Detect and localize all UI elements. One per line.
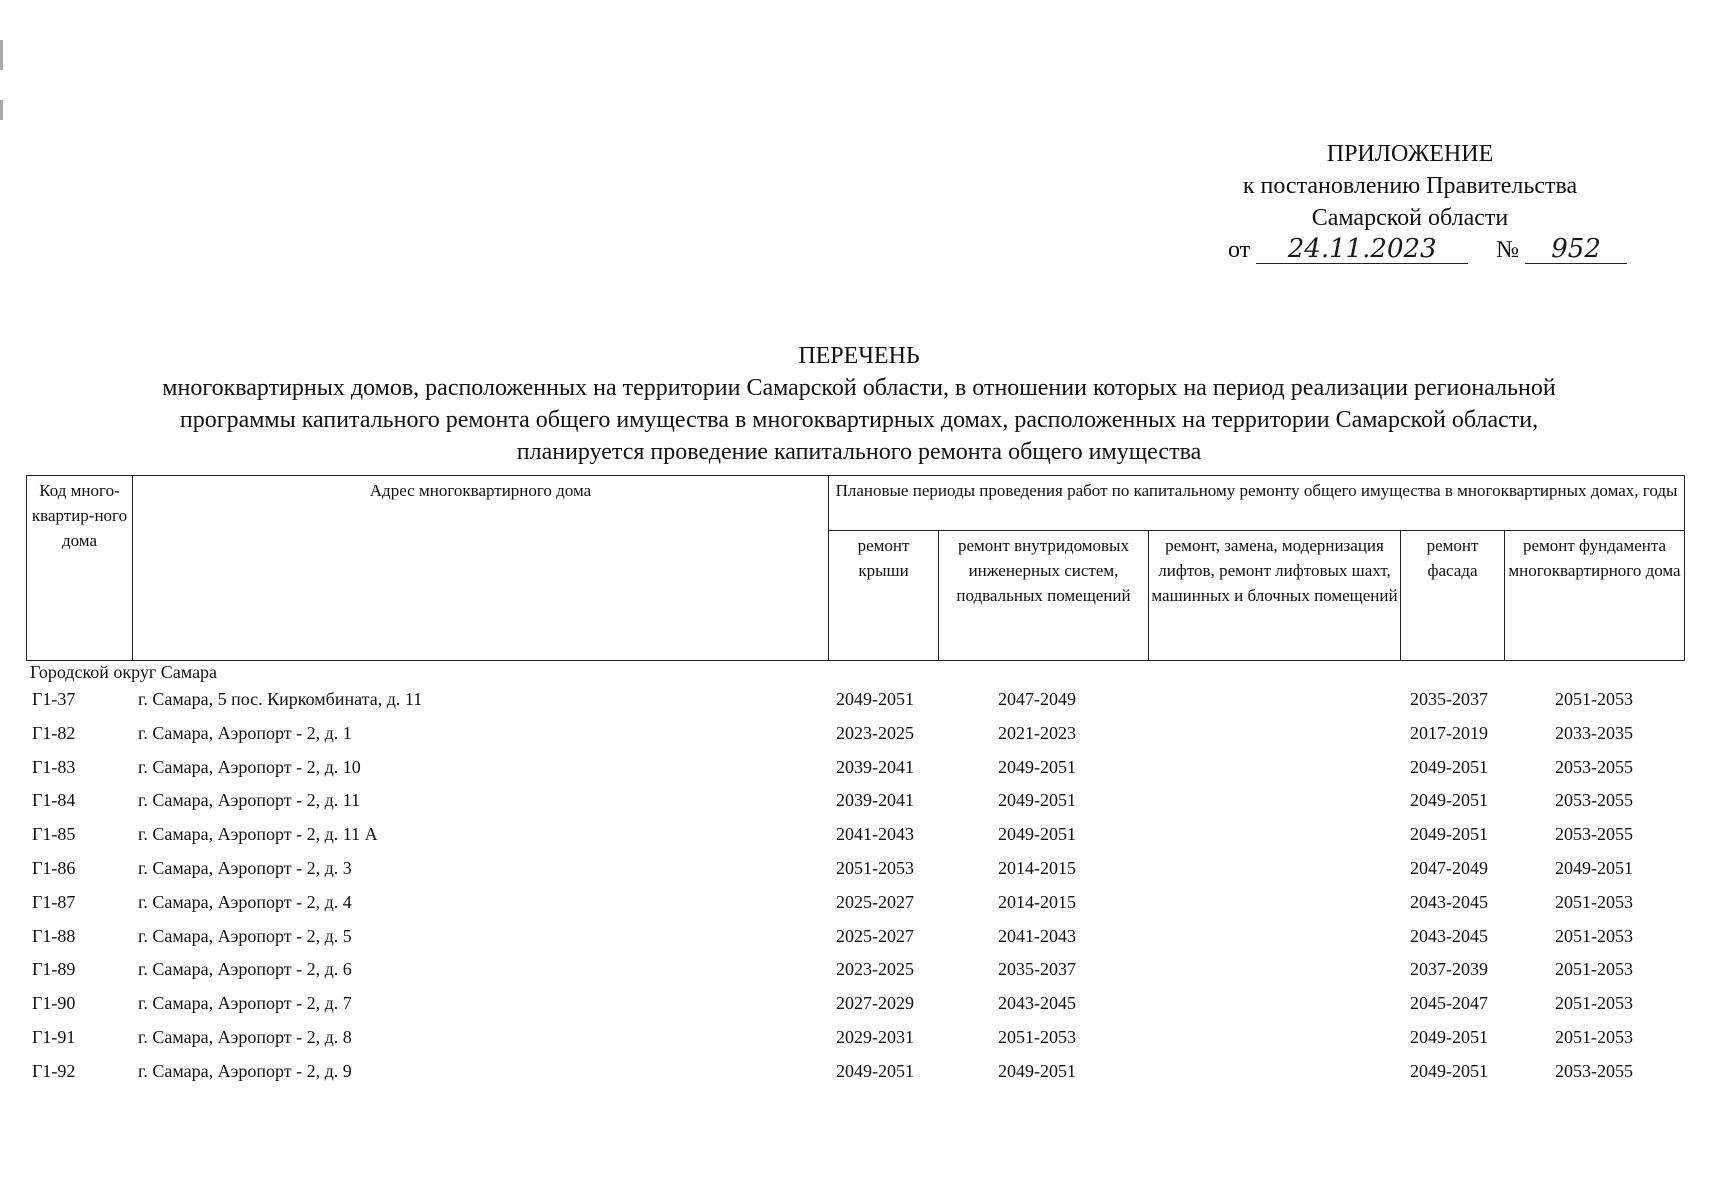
row-engineering: 2014-2015 <box>998 858 1076 878</box>
row-facade: 2035-2037 <box>1410 689 1488 709</box>
table-row <box>26 752 1690 782</box>
row-address: г. Самара, Аэропорт - 2, д. 11 А <box>138 824 378 845</box>
header-periods: Плановые периоды проведения работ по капитальному ремонту общего имущества в многоквартирных домах, годы <box>829 476 1685 531</box>
row-code: Г1-82 <box>32 722 76 743</box>
subtitle-line: многоквартирных домов, расположенных на территории Самарской области, в отношении которых на период реализации региональной <box>162 375 1556 401</box>
row-address: г. Самара, Аэропорт - 2, д. 11 <box>138 790 361 811</box>
row-foundation: 2033-2035 <box>1555 722 1633 743</box>
row-facade: 2045-2047 <box>1410 993 1488 1014</box>
table-row <box>26 954 1690 984</box>
row-foundation: 2053-2055 <box>1555 824 1633 845</box>
row-roof: 2039-2041 <box>836 756 914 777</box>
table-row <box>26 785 1690 815</box>
approval-date-number <box>1228 234 1600 266</box>
row-address: г. Самара, Аэропорт - 2, д. 8 <box>138 1027 352 1047</box>
row-roof: 2023-2025 <box>836 959 914 980</box>
row-code: Г1-89 <box>32 959 76 980</box>
row-foundation: 2049-2051 <box>1555 858 1633 878</box>
row-facade: 2017-2019 <box>1410 722 1488 743</box>
row-foundation: 2051-2053 <box>1555 925 1633 946</box>
row-engineering: 2047-2049 <box>998 689 1076 709</box>
row-roof: 2025-2027 <box>836 925 914 946</box>
row-code: Г1-83 <box>32 756 76 777</box>
table-header <box>26 475 1685 661</box>
table-row <box>26 684 1690 714</box>
row-address: г. Самара, Аэропорт - 2, д. 10 <box>138 756 361 777</box>
row-roof: 2049-2051 <box>836 689 914 709</box>
header-address: Адрес многоквартирного дома <box>133 476 829 661</box>
row-facade: 2043-2045 <box>1410 925 1488 946</box>
row-engineering: 2021-2023 <box>998 722 1076 743</box>
row-foundation: 2051-2053 <box>1555 993 1633 1014</box>
row-address: г. Самара, Аэропорт - 2, д. 6 <box>138 959 352 980</box>
row-roof: 2039-2041 <box>836 790 914 811</box>
approval-number: 952 <box>1525 235 1627 264</box>
row-roof: 2029-2031 <box>836 1027 914 1047</box>
row-address: г. Самара, Аэропорт - 2, д. 3 <box>138 858 352 878</box>
group-label: Городской округ Самара <box>30 662 218 682</box>
row-roof: 2049-2051 <box>836 1060 914 1081</box>
row-engineering: 2041-2043 <box>998 925 1076 946</box>
row-facade: 2047-2049 <box>1410 858 1488 878</box>
header-lifts: ремонт, замена, модернизация лифтов, ремонт лифтовых шахт, машинных и блочных помещений <box>1149 531 1401 661</box>
row-code: Г1-92 <box>32 1060 76 1081</box>
row-code: Г1-37 <box>32 689 76 709</box>
subtitle-line: программы капитального ремонта общего имущества в многоквартирных домах, расположенных на территории Самарской области, <box>179 407 1539 433</box>
scan-margin-mark <box>0 100 3 120</box>
header-roof: ремонт крыши <box>829 531 939 661</box>
row-engineering: 2035-2037 <box>998 959 1076 980</box>
table-row <box>26 1056 1690 1086</box>
row-engineering: 2051-2053 <box>998 1027 1076 1047</box>
row-engineering: 2049-2051 <box>998 1060 1076 1081</box>
row-roof: 2027-2029 <box>836 993 914 1014</box>
row-engineering: 2014-2015 <box>998 891 1076 912</box>
row-engineering: 2043-2045 <box>998 993 1076 1014</box>
row-foundation: 2053-2055 <box>1555 756 1633 777</box>
row-facade: 2049-2051 <box>1410 790 1488 811</box>
row-code: Г1-84 <box>32 790 76 811</box>
table-row <box>26 1022 1690 1052</box>
row-facade: 2037-2039 <box>1410 959 1488 980</box>
table-row <box>26 819 1690 849</box>
approval-title: ПРИЛОЖЕНИЕ <box>1326 141 1494 167</box>
header-foundation: ремонт фундамента многоквартирного дома <box>1505 531 1685 661</box>
table-row <box>26 853 1690 883</box>
row-code: Г1-90 <box>32 993 76 1014</box>
row-facade: 2049-2051 <box>1410 824 1488 845</box>
document-heading: ПЕРЕЧЕНЬ <box>798 343 920 369</box>
row-address: г. Самара, 5 пос. Киркомбината, д. 11 <box>138 689 423 709</box>
approval-block <box>1220 138 1600 266</box>
row-code: Г1-85 <box>32 824 76 845</box>
row-engineering: 2049-2051 <box>998 824 1076 845</box>
table-row <box>26 921 1690 951</box>
row-roof: 2041-2043 <box>836 824 914 845</box>
row-code: Г1-91 <box>32 1027 76 1047</box>
row-code: Г1-88 <box>32 925 76 946</box>
row-code: Г1-87 <box>32 891 76 912</box>
number-label: № <box>1496 237 1520 263</box>
row-engineering: 2049-2051 <box>998 790 1076 811</box>
scan-margin-mark <box>0 40 3 70</box>
table-row <box>26 988 1690 1018</box>
row-roof: 2025-2027 <box>836 891 914 912</box>
row-address: г. Самара, Аэропорт - 2, д. 5 <box>138 925 352 946</box>
row-address: г. Самара, Аэропорт - 2, д. 7 <box>138 993 352 1014</box>
row-foundation: 2051-2053 <box>1555 1027 1633 1047</box>
row-foundation: 2053-2055 <box>1555 790 1633 811</box>
row-facade: 2043-2045 <box>1410 891 1488 912</box>
row-address: г. Самара, Аэропорт - 2, д. 1 <box>138 722 352 743</box>
row-facade: 2049-2051 <box>1410 1027 1488 1047</box>
row-roof: 2051-2053 <box>836 858 914 878</box>
row-facade: 2049-2051 <box>1410 756 1488 777</box>
table-row <box>26 718 1690 748</box>
row-foundation: 2051-2053 <box>1555 959 1633 980</box>
row-address: г. Самара, Аэропорт - 2, д. 9 <box>138 1060 352 1081</box>
header-facade: ремонт фасада <box>1401 531 1505 661</box>
header-engineering: ремонт внутридомовых инженерных систем, подвальных помещений <box>939 531 1149 661</box>
subtitle-line: планируется проведение капитального ремонта общего имущества <box>516 439 1202 465</box>
from-label: от <box>1228 237 1251 263</box>
row-roof: 2023-2025 <box>836 722 914 743</box>
row-code: Г1-86 <box>32 858 76 878</box>
row-facade: 2049-2051 <box>1410 1060 1488 1081</box>
row-foundation: 2051-2053 <box>1555 891 1633 912</box>
table-row <box>26 887 1690 917</box>
approval-date: 24.11.2023 <box>1256 235 1468 264</box>
document-title <box>30 340 1688 468</box>
header-code: Код много-квартир-ного дома <box>27 476 133 661</box>
row-engineering: 2049-2051 <box>998 756 1076 777</box>
approval-line-1: к постановлению Правительства <box>1242 173 1578 199</box>
row-foundation: 2053-2055 <box>1555 1060 1633 1081</box>
row-address: г. Самара, Аэропорт - 2, д. 4 <box>138 891 352 912</box>
approval-line-2: Самарской области <box>1311 205 1509 231</box>
row-foundation: 2051-2053 <box>1555 689 1633 709</box>
